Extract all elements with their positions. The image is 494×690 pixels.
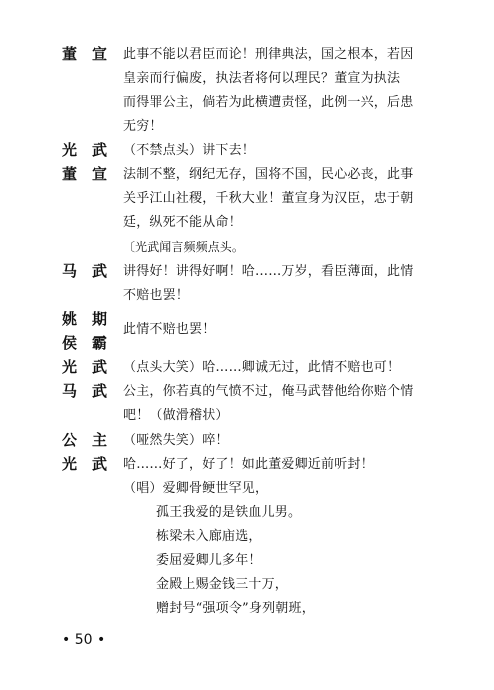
- dialogue-line: 廷，纵死不能从命！: [123, 215, 242, 230]
- singing-line: （唱）爱卿骨鲠世罕见，: [123, 481, 269, 496]
- dialogue-line: （点头大笑）哈……卿诚无过，此情不赔也可！: [123, 360, 401, 375]
- speaker-name: 董 宣: [62, 45, 108, 63]
- speaker-name: 公 主: [62, 431, 108, 449]
- dialogue-line: 无穷！: [123, 119, 163, 134]
- speaker-name: 光 武: [62, 455, 108, 473]
- verse-line: 栋梁未入廊庙选，: [156, 529, 262, 544]
- speaker-name: 马 武: [62, 262, 108, 280]
- speaker-name: 光 武: [62, 358, 108, 376]
- speaker-name: 姚 期: [62, 310, 108, 328]
- dialogue-line: 此情不赔也罢！: [123, 322, 216, 337]
- dialogue-line: 讲得好！讲得好啊！哈……万岁，看臣薄面，此情: [123, 264, 414, 279]
- stage-direction: 〔光武闻言频频点头。: [123, 240, 245, 254]
- dialogue-line: 公主，你若真的气愤不过，俺马武替他给你赔个情: [123, 384, 414, 399]
- verse-line: 赠封号“强项令”身列朝班，: [156, 601, 315, 616]
- speaker-name: 光 武: [62, 141, 108, 159]
- dialogue-line: 法制不整，纲纪无存，国将不国，民心必丧，此事: [123, 167, 414, 182]
- speaker-name: 侯 霸: [62, 334, 108, 352]
- dialogue-line: 不赔也罢！: [123, 288, 190, 303]
- verse-line: 委屈爱卿儿多年！: [156, 553, 262, 568]
- dialogue-line: 吧！（做滑稽状）: [123, 408, 229, 423]
- dialogue-line: 哈……好了，好了！如此董爱卿近前听封！: [123, 457, 374, 472]
- dialogue-line: 关乎江山社稷，千秋大业！董宣身为汉臣，忠于朝: [123, 191, 414, 206]
- speaker-name: 董 宣: [62, 165, 108, 183]
- dialogue-line: 此事不能以君臣而论！刑律典法，国之根本，若因: [123, 47, 414, 62]
- verse-line: 孤王我爱的是铁血儿男。: [156, 505, 302, 520]
- dialogue-line: 而得罪公主，倘若为此横遭责怪，此例一兴，后患: [123, 95, 414, 110]
- speaker-name: 马 武: [62, 382, 108, 400]
- stage-direction-line: （哑然失笑）啐！: [123, 433, 229, 448]
- stage-direction-line: （不禁点头）讲下去！: [123, 143, 256, 158]
- page-number: • 50 •: [62, 632, 106, 648]
- verse-line: 金殿上赐金钱三十万，: [156, 577, 289, 592]
- dialogue-line: 皇亲而行偏废，执法者将何以理民？董宣为执法: [123, 71, 401, 86]
